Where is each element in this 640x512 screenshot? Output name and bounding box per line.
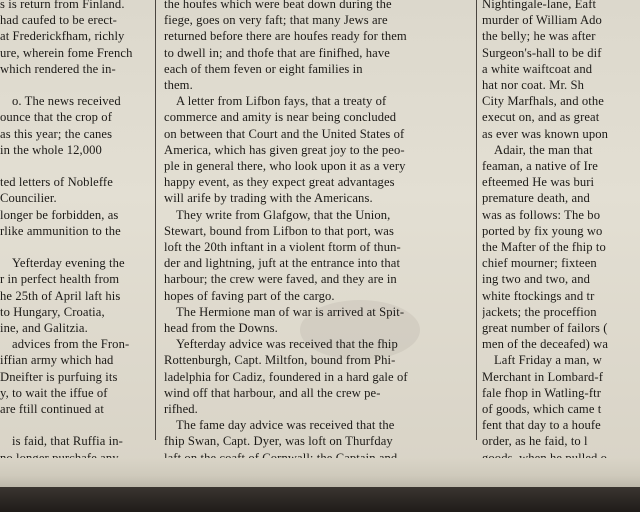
middle-column-line: ple in general there, who look upon it as a very xyxy=(164,159,406,174)
right-column-line: Merchant in Lombard-f xyxy=(482,369,603,384)
right-column-line: premature death, and xyxy=(482,191,590,206)
right-column-line: hat nor coat. Mr. Sh xyxy=(482,78,585,93)
left-column-line: had caufed to be erect- xyxy=(0,13,117,28)
middle-column-line: on between that Court and the United States of xyxy=(164,126,405,141)
right-column-line: Adair, the man that xyxy=(494,142,593,157)
right-column-line: chief mourner; fixteen xyxy=(482,256,597,271)
middle-column-line: wind off that harbour, and all the crew pe- xyxy=(164,385,381,400)
left-column-line: y, to wait the iffue of xyxy=(0,385,108,400)
left-column-line: Yefterday evening the xyxy=(12,256,125,271)
middle-column-line: fhip Swan, Capt. Dyer, was loft on Thurfday xyxy=(164,434,393,449)
middle-column-line: America, which has given great joy to the peo- xyxy=(164,142,405,157)
right-column-line: white ftockings and tr xyxy=(482,288,595,303)
middle-column-line: Yefterday advice was received that the fhip xyxy=(176,337,398,352)
left-column-line: o. The news received xyxy=(12,94,121,109)
right-column-line: feaman, a native of Ire xyxy=(482,159,598,174)
middle-column-line: commerce and amity is near being concluded xyxy=(164,110,397,125)
left-column-line: iffian army which had xyxy=(0,353,114,368)
middle-column-line: der and lightning, juft at the entrance into that xyxy=(164,256,401,271)
right-column xyxy=(482,0,640,466)
left-column-line: ted letters of Nobleffe xyxy=(0,175,113,190)
middle-column-line: to dwell in; and thofe that are finifhed, have xyxy=(164,45,390,60)
left-column xyxy=(0,0,152,466)
left-column-line: longer be forbidden, as xyxy=(0,207,119,222)
middle-column-line: loft the 20th inftant in a violent ftorm of thun- xyxy=(164,240,401,255)
column-rule-left xyxy=(155,0,156,440)
right-column-line: Nightingale-lane, Eaft xyxy=(482,0,597,11)
left-column-line: rlike ammunition to the xyxy=(0,223,121,238)
left-column-line: advices from the Fron- xyxy=(12,337,130,352)
right-column-line: ing two and two, and xyxy=(482,272,590,287)
middle-column-line: the houfes which were beat down during the xyxy=(164,0,392,11)
right-column-line: fale fhop in Watling-ftr xyxy=(482,385,602,400)
left-column-line: Councilier. xyxy=(0,191,57,206)
left-column-line: he 25th of April laft his xyxy=(0,288,121,303)
right-column-line: murder of William Ado xyxy=(482,13,602,28)
middle-column-line: The Hermione man of war is arrived at Spit- xyxy=(176,304,405,319)
left-column-line xyxy=(0,239,152,255)
right-column-line: the belly; he was after xyxy=(482,29,596,44)
right-column-line: City Marfhals, and othe xyxy=(482,94,604,109)
middle-column-line: rifhed. xyxy=(164,402,198,417)
left-column-line xyxy=(0,417,152,433)
left-column-line: to Hungary, Croatia, xyxy=(0,304,105,319)
left-column-line: r in perfect health from xyxy=(0,272,120,287)
left-column-line xyxy=(0,77,152,93)
right-column-line: execut on, and as great xyxy=(482,110,600,125)
page-fold xyxy=(0,458,640,487)
right-column-line: Laft Friday a man, w xyxy=(494,353,602,368)
background-table xyxy=(0,487,640,512)
middle-column-line: them. xyxy=(164,78,193,93)
left-column-line: is faid, that Ruffia in- xyxy=(12,434,123,449)
right-column-line: great number of failors ( xyxy=(482,321,608,336)
right-column-line: jackets; the proceffion xyxy=(482,304,597,319)
left-column-line xyxy=(0,158,152,174)
left-column-line: ine, and Galitzia. xyxy=(0,321,88,336)
right-column-line: as ever was known upon xyxy=(482,126,609,141)
middle-column xyxy=(164,0,470,466)
middle-column-line: The fame day advice was received that the xyxy=(176,418,395,433)
right-column-line: fent that day to a houfe xyxy=(482,418,601,433)
middle-column-line: Stewart, bound from Lifbon to that port, was xyxy=(164,223,394,238)
middle-column-line: each of them feven or eight families in xyxy=(164,61,363,76)
middle-column-line: fiege, goes on very faft; that many Jews are xyxy=(164,13,388,28)
middle-column-line: They write from Glafgow, that the Union, xyxy=(176,207,391,222)
left-column-line: Dneifter is purfuing its xyxy=(0,369,118,384)
right-column-line: Surgeon's-hall to be dif xyxy=(482,45,602,60)
left-column-line: ure, wherein fome French xyxy=(0,45,133,60)
middle-column-line: ladelphia for Cadiz, foundered in a hard gale of xyxy=(164,369,408,384)
left-column-line: ounce that the crop of xyxy=(0,110,113,125)
middle-column-line: will arife by trading with the Americans. xyxy=(164,191,373,206)
middle-column-line: returned before there are houfes ready for them xyxy=(164,29,407,44)
right-column-line: the Mafter of the fhip to xyxy=(482,240,606,255)
right-column-line: ported by fix young wo xyxy=(482,223,603,238)
middle-column-line: harbour; the crew were faved, and they are in xyxy=(164,272,397,287)
right-column-line: was as follows: The bo xyxy=(482,207,601,222)
left-column-line: which rendered the in- xyxy=(0,61,116,76)
middle-column-line: head from the Downs. xyxy=(164,321,278,336)
middle-column-line: Rottenburgh, Capt. Miltfon, bound from Phi- xyxy=(164,353,396,368)
middle-column-line: happy event, as they expect great advantages xyxy=(164,175,395,190)
column-rule-right xyxy=(476,0,477,440)
right-column-line: of goods, which came t xyxy=(482,402,602,417)
middle-column-line: hopes of faving part of the cargo. xyxy=(164,288,335,303)
middle-column-line: A letter from Lifbon fays, that a treaty of xyxy=(176,94,387,109)
right-column-line: order, as he faid, to l xyxy=(482,434,588,449)
left-column-line: in the whole 12,000 xyxy=(0,142,102,157)
left-column-line: as this year; the canes xyxy=(0,126,113,141)
left-column-line: at Frederickfham, richly xyxy=(0,29,125,44)
left-column-line: s is return from Finland. xyxy=(0,0,125,11)
right-column-line: men of the deceafed) wa xyxy=(482,337,609,352)
left-column-line: are ftill continued at xyxy=(0,402,104,417)
right-column-line: efteemed He was buri xyxy=(482,175,595,190)
right-column-line: a white waiftcoat and xyxy=(482,61,593,76)
